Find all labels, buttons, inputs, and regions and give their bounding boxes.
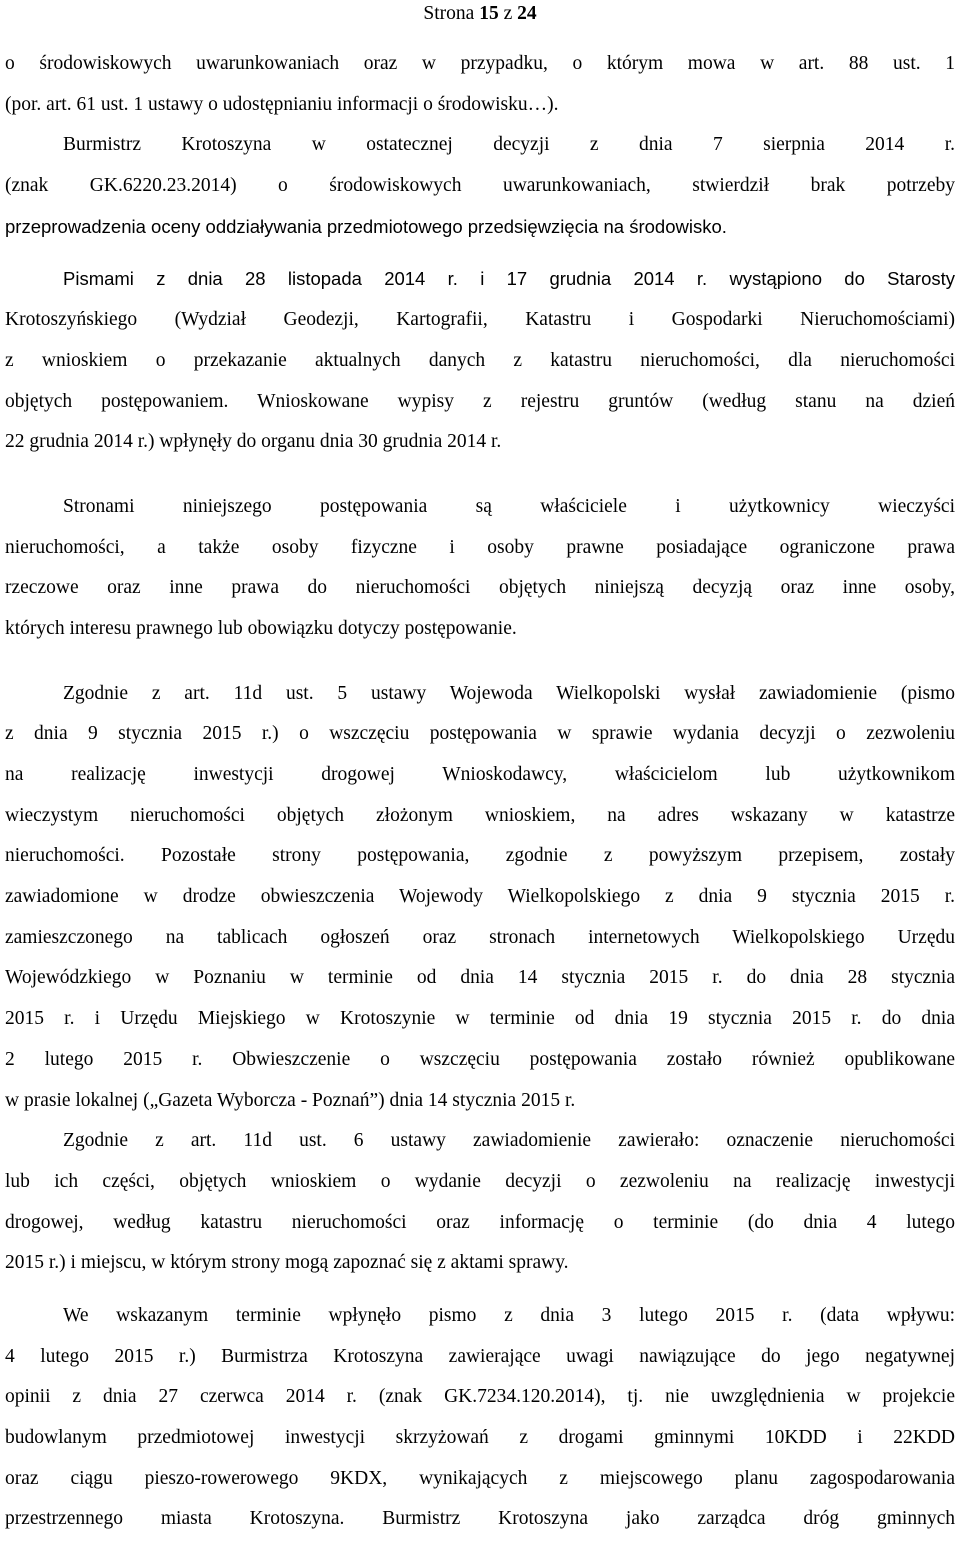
text-line: (znak GK.6220.23.2014) o środowiskowych uwarunkowaniach, stwierdził brak potrzeby [5, 175, 955, 197]
text-line: Pismami z dnia 28 listopada 2014 r. i 17 grudnia 2014 r. wystąpiono do Starosty [63, 268, 955, 290]
text-line: na realizację inwestycji drogowej Wnioskodawcy, właścicielom lub użytkownikom [5, 764, 955, 785]
text-line: Krotoszyńskiego (Wydział Geodezji, Kartografii, Katastru i Gospodarki Nieruchomościami) [5, 309, 955, 331]
paragraph [5, 1296, 955, 1540]
paragraph [5, 1121, 955, 1284]
document-body [5, 44, 955, 1540]
text-line: 4 lutego 2015 r.) Burmistrza Krotoszyna zawierające uwagi nawiązujące do jego negatywnej [5, 1345, 955, 1367]
text-line: objętych postępowaniem. Wnioskowane wypisy z rejestru gruntów (według stanu na dzień [5, 390, 955, 412]
page-label: Strona [423, 3, 480, 24]
paragraph [5, 674, 955, 1122]
text-line: zamieszczonego na tablicach ogłoszeń oraz stronach internetowych Wielkopolskiego Urzędu [5, 926, 955, 948]
text-line: wieczystym nieruchomości objętych złożonym wnioskiem, na adres wskazany w katastrze [5, 804, 955, 826]
text-line: (por. art. 61 ust. 1 ustawy o udostępnianiu informacji o środowisku…). [5, 93, 559, 115]
text-line: o środowiskowych uwarunkowaniach oraz w przypadku, o którym mowa w art. 88 ust. 1 [5, 53, 955, 74]
text-line: przeprowadzenia oceny oddziaływania przedmiotowego przedsięwzięcia na środowisko. [5, 215, 727, 237]
text-line: oraz ciągu pieszo-rowerowego 9KDX, wynikających z miejscowego planu zagospodarowania [5, 1467, 955, 1489]
text-line: z wnioskiem o przekazanie aktualnych danych z katastru nieruchomości, dla nieruchomości [5, 349, 955, 371]
text-line: przestrzennego miasta Krotoszyna. Burmistrz Krotoszyna jako zarządca dróg gminnych [5, 1508, 955, 1530]
text-line: lub ich części, objętych wnioskiem o wydanie decyzji o zezwoleniu na realizację inwestycji [5, 1170, 955, 1192]
text-line: drogowej, według katastru nieruchomości oraz informację o terminie (do dnia 4 lutego [5, 1211, 955, 1233]
text-line: We wskazanym terminie wpłynęło pismo z dnia 3 lutego 2015 r. (data wpływu: [63, 1304, 955, 1326]
text-line: zawiadomione w drodze obwieszczenia Wojewody Wielkopolskiego z dnia 9 stycznia 2015 r. [5, 886, 955, 908]
text-line: 22 grudnia 2014 r.) wpłynęły do organu dnia 30 grudnia 2014 r. [5, 431, 502, 453]
text-line: w prasie lokalnej („Gazeta Wyborcza - Poznań”) dnia 14 stycznia 2015 r. [5, 1089, 576, 1111]
text-line: 2 lutego 2015 r. Obwieszczenie o wszczęciu postępowania zostało również opublikowane [5, 1048, 955, 1070]
text-line: budowlanym przedmiotowej inwestycji skrzyżowań z drogami gminnymi 10KDD i 22KDD [5, 1427, 955, 1448]
paragraph [5, 487, 955, 650]
text-line: których interesu prawnego lub obowiązku dotyczy postępowanie. [5, 617, 517, 639]
text-line: z dnia 9 stycznia 2015 r.) o wszczęciu postępowania w sprawie wydania decyzji o zezwoleniu [5, 723, 955, 745]
text-line: nieruchomości, a także osoby fizyczne i osoby prawne posiadające ograniczone prawa [5, 536, 955, 558]
text-line: Stronami niniejszego postępowania są właściciele i użytkownicy wieczyści [63, 495, 955, 517]
text-line: opinii z dnia 27 czerwca 2014 r. (znak GK.7234.120.2014), tj. nie uwzględnienia w projekcie [5, 1386, 955, 1408]
text-line: Zgodnie z art. 11d ust. 5 ustawy Wojewoda Wielkopolski wysłał zawiadomienie (pismo [63, 682, 955, 704]
page-number-header [0, 2, 960, 26]
total-pages-number: 24 [517, 3, 537, 24]
text-line: Zgodnie z art. 11d ust. 6 ustawy zawiadomienie zawierało: oznaczenie nieruchomości [63, 1130, 955, 1152]
text-line: Wojewódzkiego w Poznaniu w terminie od dnia 14 stycznia 2015 r. do dnia 28 stycznia [5, 967, 955, 989]
paragraph [5, 44, 955, 125]
text-line: 2015 r.) i miejscu, w którym strony mogą zapoznać się z aktami sprawy. [5, 1252, 569, 1274]
text-line: rzeczowe oraz inne prawa do nieruchomości objętych niniejszą decyzją oraz inne osoby, [5, 577, 955, 599]
current-page-number: 15 [479, 3, 499, 24]
paragraph [5, 259, 955, 462]
text-line: Burmistrz Krotoszyna w ostatecznej decyzji z dnia 7 sierpnia 2014 r. [63, 134, 955, 156]
text-line: 2015 r. i Urzędu Miejskiego w Krotoszynie w terminie od dnia 19 stycznia 2015 r. do dnia [5, 1008, 955, 1030]
paragraph [5, 125, 955, 247]
page-of-label: z [498, 3, 518, 24]
text-line: nieruchomości. Pozostałe strony postępowania, zgodnie z powyższym przepisem, zostały [5, 845, 955, 867]
